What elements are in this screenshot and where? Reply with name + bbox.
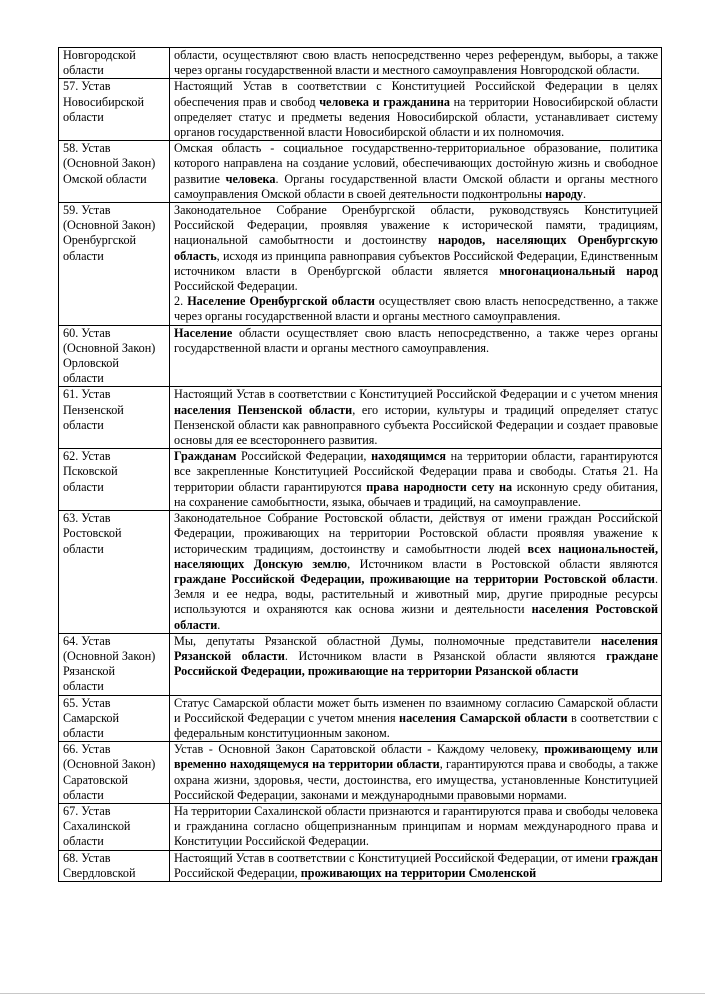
table-row (59, 511, 662, 634)
charter-title-line: области (63, 248, 104, 263)
excerpt-text: Законодательное Собрание Оренбургской области, руководствуясь Конституцией Российской Федерации, проявляя уважение к исторической памяти, традициям, национальной самобытности и достоинству (174, 203, 658, 248)
charter-title-line: Ростовской (63, 526, 122, 541)
excerpt-text: . (583, 186, 587, 201)
charter-title-cell (59, 803, 170, 850)
charter-title-line: Омской области (63, 171, 147, 186)
excerpt-text: Настоящий Устав в соответствии с Конституцией Российской Федерации, от имени (174, 850, 612, 865)
charter-title-cell (59, 511, 170, 634)
excerpt-text: , исходя из принципа равноправия субъектов Российской Федерации, Единственным источником власти в Оренбургской области является (174, 248, 658, 278)
emphasized-text: проживающему или временно находящемуся на территории области (174, 742, 658, 772)
charter-excerpt-cell (170, 695, 662, 742)
emphasized-text: Население (174, 325, 233, 340)
charter-title-cell (59, 742, 170, 804)
charter-title-cell (59, 325, 170, 387)
emphasized-text: Население Оренбургской области (187, 294, 375, 309)
page-bottom-rule (0, 993, 705, 994)
charter-title-cell (59, 203, 170, 326)
charter-title-cell (59, 633, 170, 695)
charter-title-line: области (63, 834, 104, 849)
table-row (59, 695, 662, 742)
charter-title-line: Орловской (63, 356, 119, 371)
table-row (59, 79, 662, 141)
charter-title-line: области (63, 541, 104, 556)
excerpt-text: . Органы государственной власти Омской области и органы местного самоуправления Омской области в своей деятельности подконтрольны (174, 171, 658, 201)
emphasized-text: находящимся (371, 449, 446, 464)
excerpt-text: исконную среду обитания, на сохранение самобытности, языка, обычаев и традиций, на самоуправление. (174, 479, 659, 509)
charter-title-line: 66. Устав (63, 742, 111, 757)
charter-excerpt-cell (170, 203, 662, 326)
charter-title-line: области (63, 371, 104, 386)
table-row (59, 141, 662, 203)
charter-title-line: Самарской (63, 710, 119, 725)
charter-excerpt-cell (170, 511, 662, 634)
excerpt-text: Российской Федерации. (174, 279, 298, 294)
excerpt-text: области осуществляет свою власть непосредственно, а также через органы государственной власти и органы местного самоуправления. (174, 325, 658, 355)
excerpt-text: , гарантируются права и свободы, а также охрана жизни, здоровья, чести, достоинства, его имущества, установленные Конституцией Российской Федерации, законами и международными правовыми нормами. (174, 757, 659, 802)
excerpt-text: . (217, 617, 221, 632)
charter-excerpt-cell (170, 387, 662, 449)
charter-excerpt-cell (170, 325, 662, 387)
charter-title-line: 61. Устав (63, 387, 111, 402)
charter-title-line: Саратовской (63, 772, 128, 787)
charter-title-cell (59, 141, 170, 203)
charter-title-line: Свердловской (63, 865, 136, 880)
charter-title-line: области (63, 787, 104, 802)
excerpt-text: 2. (174, 294, 188, 309)
charter-title-cell (59, 387, 170, 449)
charter-title-line: Пензенской (63, 402, 124, 417)
charter-title-line: 57. Устав (63, 79, 111, 94)
charter-title-line: (Основной Закон) (63, 156, 156, 171)
table-row (59, 325, 662, 387)
excerpt-text: Устав - Основной Закон Саратовской области - Каждому человеку, (174, 742, 545, 757)
table-row (59, 449, 662, 511)
charter-title-line: 63. Устав (63, 511, 111, 526)
charter-excerpt-cell (170, 633, 662, 695)
excerpt-text: Настоящий Устав в соответствии с Конституцией Российской Федерации в целях обеспечения прав и свобод (174, 79, 658, 109)
excerpt-text: . Земля и ее недра, воды, растительный и животный мир, другие природные ресурсы используются и охраняются как основа жизни и деятельности (174, 571, 658, 617)
excerpt-text: на территории Новосибирской области определяет статус и предметы ведения Новосибирской области, устанавливает систему органов государственной власти Новосибирской области и их полномочия. (174, 94, 658, 140)
charter-excerpt-cell (170, 449, 662, 511)
charter-title-line: области (63, 679, 104, 694)
excerpt-text: в соответствии с федеральным конституционным законом. (174, 710, 659, 740)
emphasized-text: человека и гражданина (319, 94, 450, 109)
charter-title-line: Оренбургской (63, 233, 137, 248)
charter-excerpt-cell (170, 742, 662, 804)
charter-title-line: 62. Устав (63, 449, 111, 464)
excerpt-text: , Источником власти в Ростовской области являются (347, 556, 658, 571)
table-row (59, 48, 662, 79)
charter-title-line: Сахалинской (63, 819, 131, 834)
excerpt-text: Законодательное Собрание Ростовской области, действуя от имени граждан Российской Федерации, проживающих на территории Ростовской области проявляя уважение к историческим традициям, достоинству и самобытности людей (174, 511, 658, 556)
charter-title-line: Рязанской (63, 664, 115, 679)
excerpt-text: . Источником власти в Рязанской области являются (284, 648, 607, 663)
emphasized-text: народов, населяющих Оренбургскую область (174, 233, 658, 263)
table-row (59, 850, 662, 881)
charter-title-line: 68. Устав (63, 850, 111, 865)
charter-title-line: 64. Устав (63, 633, 111, 648)
excerpt-text: Омская область - социальное государственно-территориальное образование, политика которого направлена на создание условий, обеспечивающих достойную жизнь и свободное развитие (174, 141, 658, 186)
charter-excerpt-cell (170, 79, 662, 141)
charter-title-line: 65. Устав (63, 695, 111, 710)
emphasized-text: граждане Российской Федерации, проживающие на территории Рязанской области (174, 648, 659, 679)
charter-title-line: области (63, 109, 104, 124)
charter-excerpt-cell (170, 850, 662, 881)
emphasized-text: всех национальностей, населяющих Донскую землю (174, 541, 658, 571)
charter-title-cell (59, 449, 170, 511)
table-row (59, 203, 662, 326)
excerpt-text: Российской Федерации, (236, 449, 372, 464)
table-row (59, 633, 662, 695)
charter-table (58, 47, 662, 882)
charter-excerpt-cell (170, 48, 662, 79)
table-row (59, 803, 662, 850)
emphasized-text: народу (545, 186, 583, 201)
excerpt-text: осуществляет свою власть непосредственно, а также через органы государственной власти и органы местного самоуправления. (174, 294, 659, 324)
emphasized-text: граждане Российской Федерации, проживающие на территории Ростовской области (174, 571, 655, 586)
emphasized-text: многонациональный народ (499, 263, 658, 278)
charter-title-line: области (63, 725, 104, 740)
emphasized-text: населения Самарской области (399, 710, 568, 725)
charter-title-line: (Основной Закон) (63, 648, 156, 663)
emphasized-text: права народности сету на (366, 479, 513, 494)
charter-title-line: (Основной Закон) (63, 340, 156, 355)
emphasized-text: граждан (611, 850, 658, 865)
emphasized-text: населения Ростовской области (174, 602, 658, 632)
charter-title-cell (59, 79, 170, 141)
excerpt-text: области, осуществляют свою власть непосредственно через референдум, выборы, а также через органы государственной власти и местного самоуправления Новгородской области. (174, 48, 658, 78)
excerpt-text: на территории области, гарантируются все закрепленные Конституцией Российской Федерации права и свободы. Статья 21. На территории области гарантируются (174, 449, 658, 494)
table-row (59, 387, 662, 449)
charter-title-line: области (63, 479, 104, 494)
excerpt-text: Российской Федерации, (174, 865, 301, 880)
charter-title-line: Новосибирской (63, 94, 145, 109)
charter-title-line: (Основной Закон) (63, 757, 156, 772)
charter-table-body (59, 48, 662, 882)
table-row (59, 742, 662, 804)
charter-title-line: области (63, 417, 104, 432)
charter-title-cell (59, 850, 170, 881)
charter-title-line: области (63, 63, 104, 78)
charter-title-line: 60. Устав (63, 325, 111, 340)
charter-title-line: Новгородской (63, 48, 136, 62)
charter-title-line: 59. Устав (63, 203, 111, 218)
charter-title-line: 58. Устав (63, 141, 111, 156)
emphasized-text: населения Пензенской области (174, 402, 353, 417)
emphasized-text: человека (225, 171, 276, 186)
charter-title-line: (Основной Закон) (63, 218, 156, 233)
emphasized-text: проживающих на территории Смоленской (300, 865, 537, 880)
excerpt-text: На территории Сахалинской области признаются и гарантируются права и свободы человека и гражданина согласно общепризнанным принципам и нормам международного права и Конституции Российской Федерации. (174, 803, 658, 849)
excerpt-text: , его истории, культуры и традиций определяет статус Пензенской области как равноправного субъекта Российской Федерации и создает правовые основы для ее всестороннего развития. (174, 402, 658, 448)
excerpt-text: Настоящий Устав в соответствии с Конституцией Российской Федерации и с учетом мнения (174, 387, 658, 402)
charter-excerpt-cell (170, 803, 662, 850)
charter-title-line: Псковской (63, 464, 118, 479)
excerpt-text: Мы, депутаты Рязанской областной Думы, полномочные представители (174, 633, 602, 648)
charter-excerpt-cell (170, 141, 662, 203)
excerpt-text: Статус Самарской области может быть изменен по взаимному согласию Самарской области и Российской Федерации с учетом мнения (174, 695, 658, 725)
emphasized-text: Гражданам (174, 449, 237, 464)
emphasized-text: населения Рязанской области (174, 633, 658, 663)
charter-title-cell (59, 48, 170, 79)
charter-title-line: 67. Устав (63, 803, 111, 818)
charter-title-cell (59, 695, 170, 742)
